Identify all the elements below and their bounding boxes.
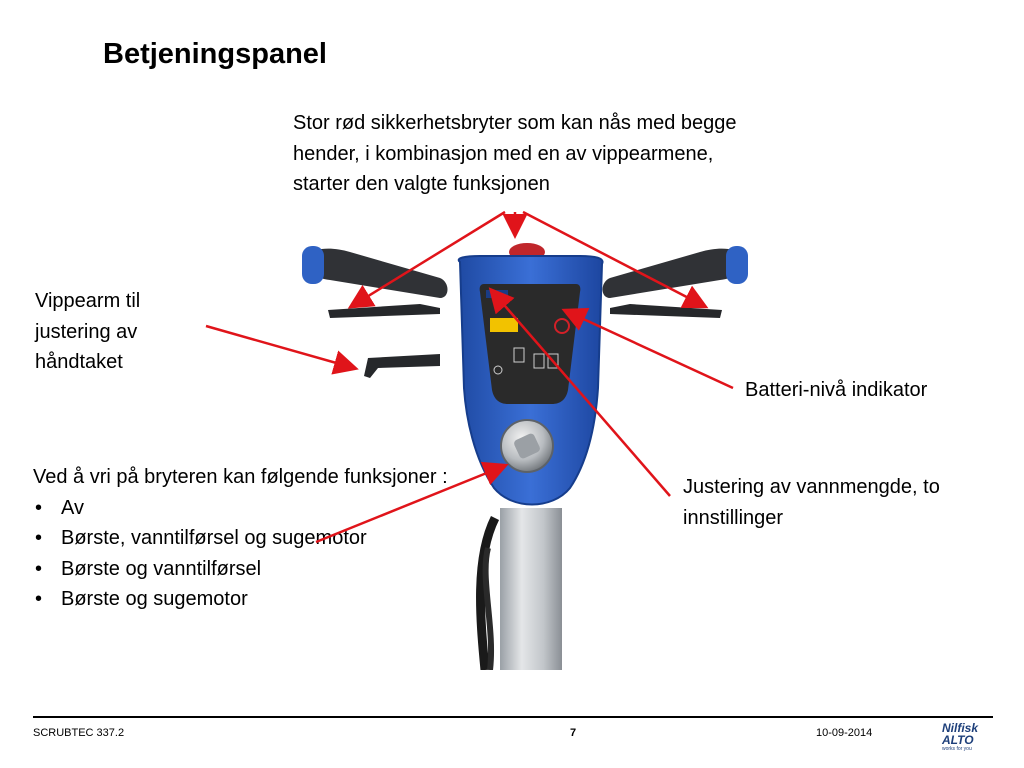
battery-indicator-callout: Batteri-nivå indikator (745, 379, 928, 401)
brand-logo (942, 722, 994, 762)
rotary-function-item: • Børste og vanntilførsel (33, 554, 473, 585)
handle-lever-callout: Vippearm til justering av håndtaket (35, 290, 141, 373)
handle-adjust-lever (364, 354, 440, 378)
right-grip (603, 249, 746, 298)
rotary-function-item: • Børste, vanntilførsel og sugemotor (33, 523, 473, 554)
left-grip-cap (302, 246, 324, 284)
safety-switch-callout: Stor rød sikkerhetsbryter som kan nås med begge hender, i kombinasjon med en av vippearmene, starter den valgte funksjonen (293, 112, 737, 195)
footer-date: 10-09-2014 (816, 727, 873, 739)
display-panel (480, 284, 581, 404)
left-lever (328, 304, 440, 318)
warning-label (490, 318, 518, 332)
water-adjustment-callout: Justering av vannmengde, to innstillinger (683, 476, 940, 529)
footer-product: SCRUBTEC 337.2 (33, 727, 125, 739)
page-number: 7 (570, 727, 577, 739)
battery-indicator (486, 290, 508, 298)
logo-line1: Nilfisk (942, 721, 979, 735)
footer-rule (33, 716, 993, 718)
logo-line2: ALTO (942, 733, 974, 747)
slide-title: Betjeningspanel (103, 38, 327, 70)
logo-tagline: works for you (942, 746, 972, 752)
left-grip (305, 249, 448, 298)
rotary-function-item: • Børste og sugemotor (33, 584, 473, 615)
rotary-switch-intro: Ved å vri på bryteren kan følgende funksjoner : (33, 466, 448, 488)
handle-column (500, 508, 562, 670)
control-panel-photo (290, 218, 760, 670)
rotary-function-item: • Av (33, 493, 473, 524)
right-lever (610, 304, 722, 318)
right-grip-cap (726, 246, 748, 284)
